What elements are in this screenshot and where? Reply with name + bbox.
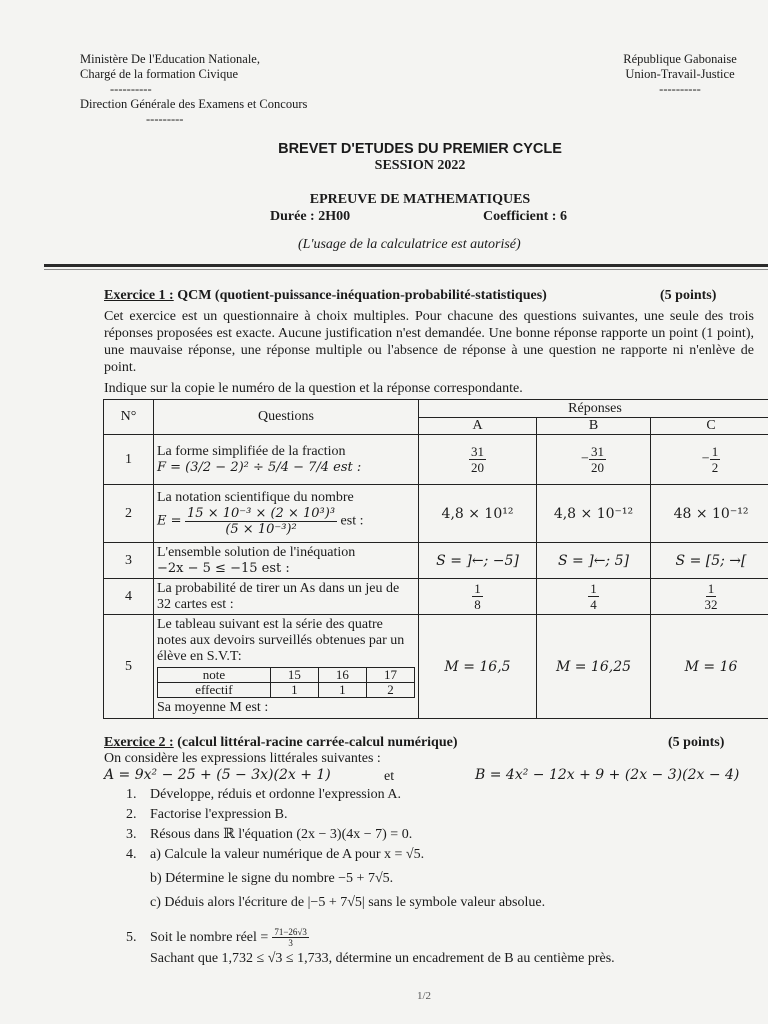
answer-c: 48 × 10⁻¹² bbox=[651, 485, 768, 543]
expression-b: B = 4x² − 12x + 9 + (2x − 3)(2x − 4) bbox=[475, 767, 740, 783]
table-row bbox=[104, 485, 768, 543]
republic-header bbox=[610, 52, 750, 97]
session: SESSION 2022 bbox=[374, 158, 466, 173]
header-right-line: ---------- bbox=[659, 82, 701, 96]
answer-a: 4,8 × 10¹² bbox=[419, 485, 537, 543]
table-row bbox=[104, 579, 768, 615]
list-item bbox=[126, 846, 746, 870]
fraction-denominator: (5 × 10⁻³)² bbox=[225, 522, 297, 537]
header-b: B bbox=[537, 418, 651, 435]
fraction-numerator: 1 bbox=[707, 581, 715, 596]
item-text: a) Calcule la valeur numérique de A pour x = √5. bbox=[150, 847, 425, 862]
list-item bbox=[126, 950, 746, 972]
header-responses: Réponses bbox=[419, 400, 768, 418]
answer-a: M = 16,5 bbox=[419, 615, 537, 719]
list-item bbox=[126, 924, 746, 950]
notes-row bbox=[158, 668, 415, 683]
fraction-numerator: 31 bbox=[471, 444, 484, 459]
item-number: 2. bbox=[126, 807, 137, 822]
item-text: Résous dans ℝ l'équation (2x − 3)(4x − 7) = 0. bbox=[150, 827, 413, 842]
and-word: et bbox=[384, 769, 395, 784]
notes-cell: 17 bbox=[366, 668, 414, 683]
item-number: 5. bbox=[126, 929, 137, 945]
list-item bbox=[126, 870, 746, 894]
exercise1-label: Exercice 1 : bbox=[104, 288, 174, 303]
exercise1-heading bbox=[104, 287, 744, 304]
exercise1-instruction: Indique sur la copie le numéro de la question et la réponse correspondante. bbox=[104, 381, 523, 396]
table-row bbox=[104, 615, 768, 719]
effectif-cell: 1 bbox=[270, 683, 318, 698]
header-left-line: ---------- bbox=[110, 82, 152, 96]
question-line: Le tableau suivant est la série des quatre notes aux devoirs surveillés obtenues par un élève en S.V.T: bbox=[157, 617, 405, 664]
question-number: 1 bbox=[104, 435, 154, 485]
fraction-denominator: 8 bbox=[474, 597, 481, 612]
divider bbox=[44, 264, 768, 267]
effectif-row bbox=[158, 683, 415, 698]
question-text bbox=[154, 543, 419, 579]
notes-table bbox=[157, 667, 415, 698]
item-number bbox=[126, 870, 150, 894]
answer-c: M = 16 bbox=[651, 615, 768, 719]
answer-b: 4,8 × 10⁻¹² bbox=[537, 485, 651, 543]
header-left-line: Ministère De l'Education Nationale, bbox=[80, 52, 260, 66]
list-item bbox=[126, 894, 746, 924]
qcm-table bbox=[103, 399, 768, 719]
fraction-denominator: 32 bbox=[704, 597, 718, 612]
exercise2-points: (5 points) bbox=[668, 735, 725, 750]
question-line: La notation scientifique du nombre bbox=[157, 490, 354, 505]
answer-b bbox=[537, 579, 651, 615]
answer-a bbox=[419, 435, 537, 485]
question-formula: −2x − 5 ≤ −15 est : bbox=[157, 561, 290, 576]
question-line: La forme simplifiée de la fraction bbox=[157, 444, 346, 459]
answer-b: S = ]←; 5] bbox=[537, 543, 651, 579]
item-number bbox=[126, 894, 150, 924]
header-c: C bbox=[651, 418, 768, 435]
divider bbox=[44, 269, 768, 270]
header-right-line: République Gabonaise bbox=[623, 52, 737, 66]
calculator-note: (L'usage de la calculatrice est autorisé) bbox=[298, 237, 521, 252]
item-text: Développe, réduis et ordonne l'expression A. bbox=[150, 787, 401, 802]
table-row bbox=[104, 543, 768, 579]
fraction-numerator: 1 bbox=[590, 581, 597, 596]
exercise2-title: (calcul littéral-racine carrée-calcul numérique) bbox=[177, 735, 458, 750]
item-text: c) Déduis alors l'écriture de |−5 + 7√5| sans le symbole valeur absolue. bbox=[150, 895, 546, 910]
effectif-cell: effectif bbox=[158, 683, 271, 698]
answer-a bbox=[419, 579, 537, 615]
page-number: 1/2 bbox=[416, 990, 432, 1002]
exercise1-title: QCM (quotient-puissance-inéquation-probabilité-statistiques) bbox=[177, 288, 547, 303]
header-right-line: Union-Travail-Justice bbox=[625, 67, 735, 81]
exercise2-heading bbox=[104, 734, 664, 751]
notes-cell: 15 bbox=[270, 668, 318, 683]
question-number: 3 bbox=[104, 543, 154, 579]
item-text: Sachant que 1,732 ≤ √3 ≤ 1,733, détermine un encadrement de B au centième près. bbox=[150, 951, 615, 966]
answer-b: − $\frac{31}{20}$ bbox=[537, 435, 651, 485]
exam-title: BREVET D'ETUDES DU PREMIER CYCLE bbox=[278, 141, 562, 157]
effectif-cell: 1 bbox=[318, 683, 366, 698]
question-number: 5 bbox=[104, 615, 154, 719]
header-questions: Questions bbox=[154, 400, 419, 435]
header-left-line: --------- bbox=[146, 112, 184, 126]
exercise1-intro: Cet exercice est un questionnaire à choix multiples. Pour chacune des questions suivantes, une seule des trois réponses proposées est exacte. Aucune justification n'est demandée. Une bonne réponse rapporte un point (1 point), une mauvaise réponse, une réponse multiple ou l'absence de réponse à une question ne rapporte ni n'enlève de point. bbox=[104, 309, 754, 375]
fraction-numerator: 1 bbox=[711, 444, 719, 459]
answer-a: S = ]←; −5] bbox=[419, 543, 537, 579]
exercise2-intro: On considère les expressions littérales suivantes : bbox=[104, 751, 381, 766]
answer-c bbox=[651, 579, 768, 615]
exercise2-label: Exercice 2 : bbox=[104, 735, 174, 750]
question-number: 2 bbox=[104, 485, 154, 543]
coefficient: Coefficient : 6 bbox=[483, 209, 567, 224]
ministry-header bbox=[80, 52, 360, 127]
exercise1-points: (5 points) bbox=[660, 288, 717, 303]
header-number: N° bbox=[104, 400, 154, 435]
fraction-numerator: 71−26√3 bbox=[274, 926, 307, 937]
question-end: Sa moyenne M est : bbox=[157, 700, 269, 715]
subject: EPREUVE DE MATHEMATIQUES bbox=[309, 192, 531, 207]
fraction-denominator: 3 bbox=[288, 937, 293, 948]
list-item bbox=[126, 786, 746, 806]
fraction-numerator: 15 × 10⁻³ × (2 × 10³)³ bbox=[187, 506, 336, 521]
exercise2-questions bbox=[126, 786, 746, 972]
question-number: 4 bbox=[104, 579, 154, 615]
notes-cell: note bbox=[158, 668, 271, 683]
answer-c: S = [5; →[ bbox=[651, 543, 768, 579]
item-number: 1. bbox=[126, 787, 137, 802]
answer-b: M = 16,25 bbox=[537, 615, 651, 719]
question-text: La probabilité de tirer un As dans un jeu de 32 cartes est : bbox=[154, 579, 419, 615]
item-text: Factorise l'expression B. bbox=[150, 807, 288, 822]
answer-c: − $\frac{1}{2}$ bbox=[651, 435, 768, 485]
notes-cell: 16 bbox=[318, 668, 366, 683]
question-text bbox=[154, 615, 419, 719]
table-row bbox=[104, 435, 768, 485]
question-line: L'ensemble solution de l'inéquation bbox=[157, 545, 356, 560]
header-left-line: Chargé de la formation Civique bbox=[80, 67, 239, 81]
question-text bbox=[154, 485, 419, 543]
question-text bbox=[154, 435, 419, 485]
fraction-denominator: 2 bbox=[711, 460, 719, 475]
duration: Durée : 2H00 bbox=[270, 209, 351, 224]
item-number: 3. bbox=[126, 827, 137, 842]
header-a: A bbox=[419, 418, 537, 435]
item-text: Soit le nombre réel = bbox=[150, 929, 269, 945]
expression-a: A = 9x² − 25 + (5 − 3x)(2x + 1) bbox=[104, 767, 331, 783]
fraction-denominator: 20 bbox=[471, 460, 484, 475]
fraction-denominator: 20 bbox=[590, 460, 604, 475]
header-left-line: Direction Générale des Examens et Concours bbox=[80, 97, 308, 111]
fraction-numerator: 1 bbox=[474, 581, 481, 596]
effectif-cell: 2 bbox=[366, 683, 414, 698]
formula-var: E = bbox=[157, 513, 182, 529]
fraction-denominator: 4 bbox=[590, 597, 597, 612]
item-number: 4. bbox=[126, 847, 137, 862]
question-formula: F = (3/2 − 2)² ÷ 5/4 − 7/4 est : bbox=[157, 460, 362, 475]
list-item bbox=[126, 826, 746, 846]
list-item bbox=[126, 806, 746, 826]
question-end: est : bbox=[340, 513, 364, 529]
item-text: b) Détermine le signe du nombre −5 + 7√5. bbox=[150, 871, 394, 886]
fraction-numerator: 31 bbox=[590, 444, 604, 459]
